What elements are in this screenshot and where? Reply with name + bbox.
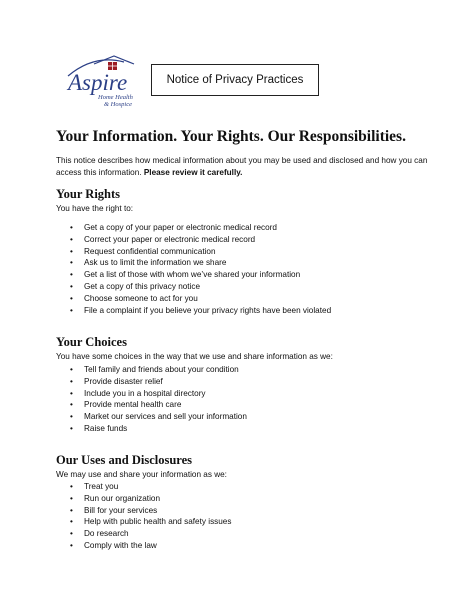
rights-subheading: You have the right to: bbox=[56, 204, 134, 213]
list-item: • Run our organization bbox=[56, 493, 231, 505]
intro-paragraph bbox=[56, 155, 428, 179]
logo-line2: & Hospice bbox=[104, 101, 132, 108]
list-item: • Choose someone to act for you bbox=[56, 293, 331, 305]
rights-list bbox=[56, 222, 331, 316]
choices-list bbox=[56, 364, 247, 435]
logo-name: Aspire bbox=[68, 70, 128, 95]
intro-text: This notice describes how medical information about you may be used and disclosed and how you can access this information. bbox=[56, 156, 428, 177]
list-item: • Treat you bbox=[56, 481, 231, 493]
rights-heading: Your Rights bbox=[56, 187, 121, 201]
choices-heading: Your Choices bbox=[56, 335, 127, 349]
list-item: • Provide disaster relief bbox=[56, 376, 247, 388]
list-item: • Correct your paper or electronic medical record bbox=[56, 234, 331, 246]
window-icon bbox=[108, 62, 117, 70]
list-item: • Include you in a hospital directory bbox=[56, 388, 247, 400]
list-item: • Get a copy of this privacy notice bbox=[56, 281, 331, 293]
list-item: • File a complaint if you believe your privacy rights have been violated bbox=[56, 305, 331, 317]
logo-line1: Home Health bbox=[98, 94, 133, 101]
page-title: Your Information. Your Rights. Our Responsibilities. bbox=[56, 128, 406, 145]
list-item: • Request confidential communication bbox=[56, 246, 331, 258]
list-item: • Do research bbox=[56, 528, 231, 540]
list-item: • Comply with the law bbox=[56, 540, 231, 552]
list-item: • Market our services and sell your information bbox=[56, 411, 247, 423]
uses-subheading: We may use and share your information as we: bbox=[56, 470, 227, 479]
uses-heading: Our Uses and Disclosures bbox=[56, 453, 193, 467]
notice-title-box bbox=[151, 64, 319, 96]
list-item: • Bill for your services bbox=[56, 505, 231, 517]
aspire-logo bbox=[54, 52, 154, 114]
list-item: • Ask us to limit the information we share bbox=[56, 257, 331, 269]
list-item: • Get a copy of your paper or electronic medical record bbox=[56, 222, 331, 234]
list-item: • Get a list of those with whom we’ve shared your information bbox=[56, 269, 331, 281]
list-item: • Tell family and friends about your condition bbox=[56, 364, 247, 376]
intro-emphasis: Please review it carefully. bbox=[143, 168, 243, 177]
choices-subheading: You have some choices in the way that we use and share information as we: bbox=[56, 352, 333, 361]
uses-list bbox=[56, 481, 231, 552]
list-item: • Raise funds bbox=[56, 423, 247, 435]
list-item: • Help with public health and safety issues bbox=[56, 516, 231, 528]
notice-title: Notice of Privacy Practices bbox=[166, 74, 304, 86]
list-item: • Provide mental health care bbox=[56, 399, 247, 411]
